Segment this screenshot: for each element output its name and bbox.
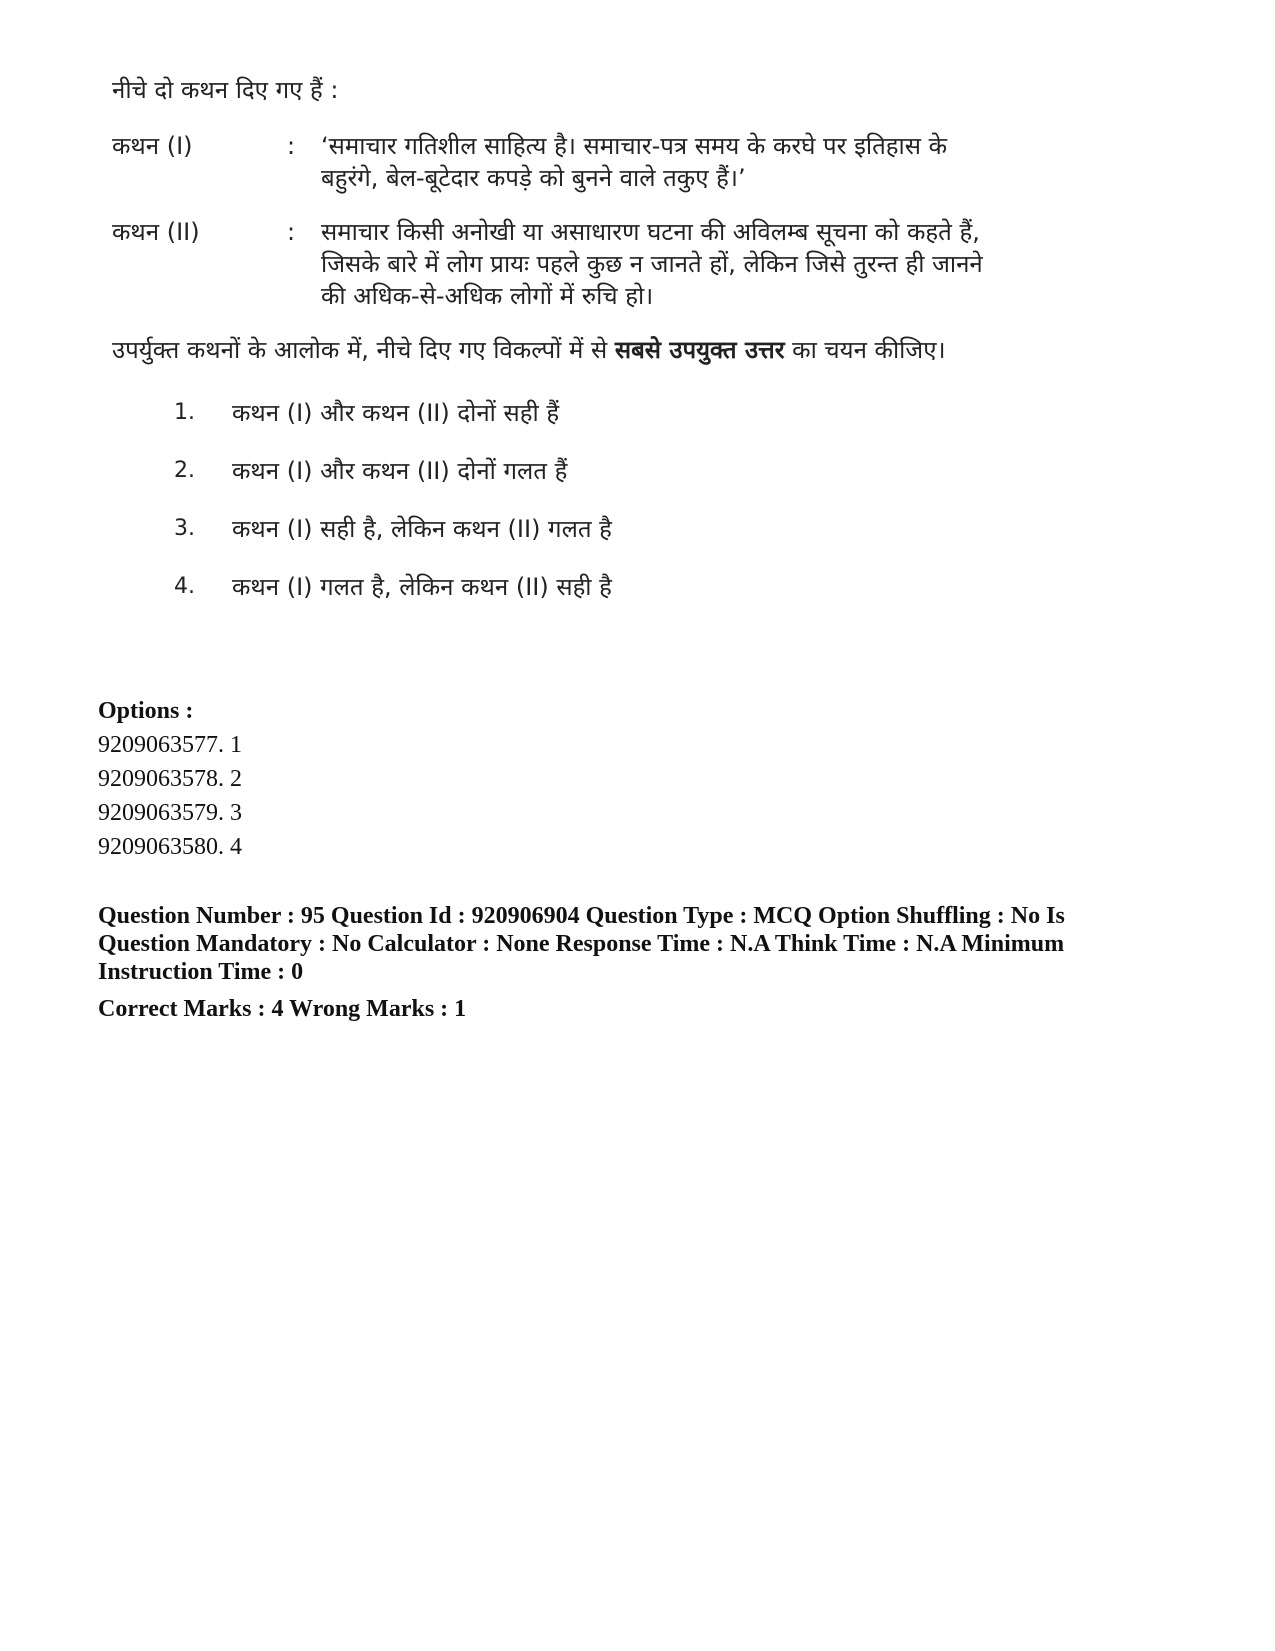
option-4: 9209063580. 4 xyxy=(98,834,242,860)
choice-4-text: कथन (I) गलत है, लेकिन कथन (II) सही है xyxy=(232,573,612,601)
statement-1 xyxy=(112,130,1002,194)
choice-4-number: 4. xyxy=(174,574,195,599)
statement-1-text: ‘समाचार गतिशील साहित्य है। समाचार-पत्र समय के करघे पर इतिहास के बहुरंगे, बेल-बूटेदार कपड़े को बुनने वाले तकुए हैं।’ xyxy=(321,132,948,192)
answer-choices xyxy=(174,384,1002,616)
choice-4 xyxy=(174,558,1002,616)
statement-2-label: कथन (II) xyxy=(112,218,200,246)
choice-2-number: 2. xyxy=(174,458,195,483)
question-info: Question Number : 95 Question Id : 920906904 Question Type : MCQ Option Shuffling : No Is Question Mandatory : No Calculator : None Response Time : N.A Think Time : N.A Minimum Instruction Time : 0 xyxy=(98,903,1065,985)
statement-1-colon: : xyxy=(287,132,296,160)
question-prompt-end: का चयन कीजिए। xyxy=(784,336,946,364)
choice-1-text: कथन (I) और कथन (II) दोनों सही हैं xyxy=(232,399,560,427)
option-2: 9209063578. 2 xyxy=(98,766,242,792)
choice-1-number: 1. xyxy=(174,400,195,425)
statement-2-colon: : xyxy=(287,218,296,246)
marks-info: Correct Marks : 4 Wrong Marks : 1 xyxy=(98,996,467,1022)
intro-text: नीचे दो कथन दिए गए हैं : xyxy=(112,76,339,104)
question-prompt-start: उपर्युक्त कथनों के आलोक में, नीचे दिए गए विकल्पों में से xyxy=(112,336,615,364)
statement-1-label: कथन (I) xyxy=(112,132,193,160)
choice-3 xyxy=(174,500,1002,558)
choice-3-text: कथन (I) सही है, लेकिन कथन (II) गलत है xyxy=(232,515,612,543)
options-heading: Options : xyxy=(98,698,194,724)
question-prompt-bold: सबसे उपयुक्त उत्तर xyxy=(614,336,785,364)
question-image-content xyxy=(112,74,1002,616)
option-3: 9209063579. 3 xyxy=(98,800,242,826)
question-metadata xyxy=(98,694,1208,1026)
question-prompt xyxy=(112,334,1002,366)
option-1: 9209063577. 1 xyxy=(98,732,242,758)
choice-1 xyxy=(174,384,1002,442)
choice-2-text: कथन (I) और कथन (II) दोनों गलत हैं xyxy=(232,457,568,485)
statement-2-text: समाचार किसी अनोखी या असाधारण घटना की अविलम्ब सूचना को कहते हैं, जिसके बारे में लोग प्रायः पहले कुछ न जानते हों, लेकिन जिसे तुरन्त ही जानने की अधिक-से-अधिक लोगों में रुचि हो। xyxy=(321,218,983,310)
choice-2 xyxy=(174,442,1002,500)
statement-2 xyxy=(112,216,1002,312)
choice-3-number: 3. xyxy=(174,516,195,541)
